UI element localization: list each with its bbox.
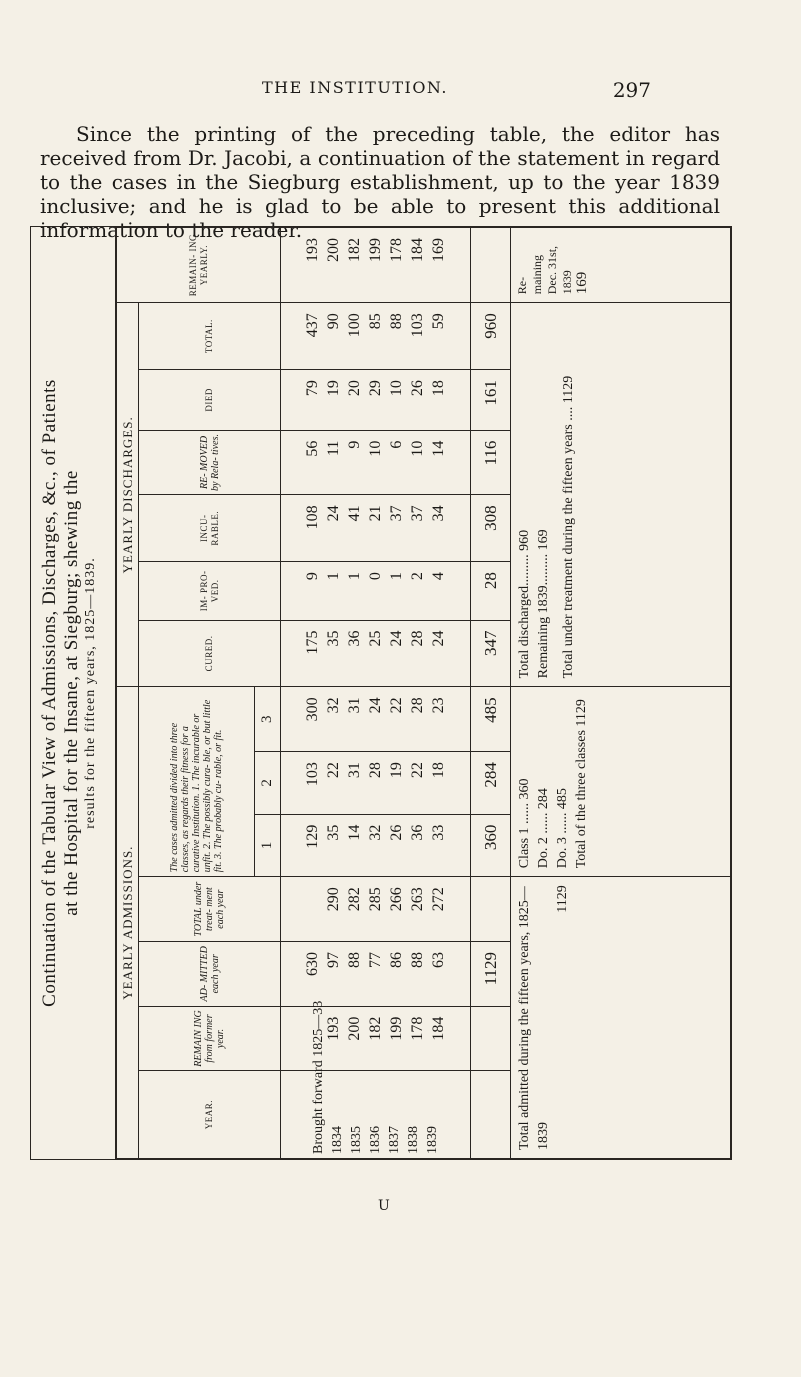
list-item: 31 [346, 762, 363, 779]
list-item: 103 [304, 762, 321, 787]
list-item: 22 [325, 762, 342, 779]
list-item: 85 [367, 313, 384, 330]
summary-discharged: Total discharged......... 960 [517, 529, 532, 679]
list-item: 6 [388, 440, 405, 449]
list-item: 37 [388, 505, 405, 522]
summary-class-1: Class 1 ...... 360 [517, 778, 532, 869]
list-item: 272 [430, 887, 447, 912]
died-header: DIED [139, 370, 281, 431]
summary-remaining-label: Remaining 1839 [536, 585, 551, 679]
list-item: 34 [430, 505, 447, 522]
data-row [281, 228, 471, 1159]
class-3-header: 3 [255, 687, 281, 752]
remaining-list [281, 1006, 471, 1071]
list-item: 41 [346, 505, 363, 522]
total-improved: 28 [471, 562, 511, 620]
list-item: 24 [388, 630, 405, 647]
list-item: 1835 [349, 1126, 364, 1154]
group-header-row [117, 228, 139, 1159]
list-item: 200 [346, 1016, 363, 1041]
list-item: 35 [325, 630, 342, 647]
summary-treatment-value: 1129 [561, 375, 576, 404]
removed-header: RE- MOVED by Rela- tives. [139, 430, 281, 495]
list-item: 178 [409, 1016, 426, 1041]
list-item: 25 [367, 630, 384, 647]
list-item: 20 [346, 380, 363, 397]
discharges-summary [511, 303, 731, 687]
list-item: 282 [346, 887, 363, 912]
admissions-summary [511, 877, 731, 1159]
list-item: 77 [367, 951, 384, 968]
total-treatment-list [281, 877, 471, 942]
intro-text: Since the printing of the preceding table, the editor has received from Dr. Jacobi, a continuation of the statement in regard to the cases in the Siegburg establishment, up to the year 1839 inclusive; and he is glad to be able to present this additional information to the reader. [40, 122, 720, 242]
list-item: 1837 [387, 1126, 402, 1154]
page-header [0, 76, 801, 106]
list-item: 19 [325, 380, 342, 397]
list-item: 24 [325, 505, 342, 522]
list-item: 90 [325, 313, 342, 330]
summary-class-3-label: Do. 3 [555, 837, 570, 869]
summary-remaining: Remaining 1839......... 169 [536, 529, 551, 679]
list-item: 22 [388, 697, 405, 714]
summary-class-1-value: 360 [517, 778, 532, 800]
total-list [281, 303, 471, 370]
summary-class-3-value: 485 [555, 788, 570, 810]
totals-remaining-blank [471, 1006, 511, 1071]
summary-discharged-label: Total discharged [517, 585, 532, 679]
list-item: 290 [325, 887, 342, 912]
summary-discharged-value: 960 [517, 529, 532, 551]
summary-row [511, 228, 731, 1159]
died-list [281, 370, 471, 431]
list-item: 36 [346, 630, 363, 647]
remaining-header: REMAIN ING from former year. [139, 1006, 281, 1071]
removed-list [281, 430, 471, 495]
class-2-list [281, 752, 471, 815]
total-header: TOTAL. [139, 303, 281, 370]
list-item: 86 [388, 951, 405, 968]
table-title-line-2: at the Hospital for the Insane, at Siegburg; shewing the [61, 470, 82, 916]
summary-treatment-label: Total under treatment during the fifteen years [561, 424, 576, 679]
remaining-yearly-list [281, 228, 471, 303]
incurable-list [281, 495, 471, 562]
running-head: THE INSTITUTION. [262, 78, 448, 97]
list-item: 193 [304, 238, 321, 262]
remaining-yearly-header: REMAIN- ING YEARLY. [117, 228, 281, 303]
admitted-header: AD- MITTED each year [139, 941, 281, 1006]
signature-mark: U [378, 1198, 390, 1214]
list-item: 28 [367, 762, 384, 779]
table-title [31, 227, 116, 1159]
list-item: 63 [430, 951, 447, 968]
list-item: 31 [346, 697, 363, 714]
list-item: 1 [388, 572, 405, 581]
list-item: 9 [346, 440, 363, 449]
list-item: 32 [367, 824, 384, 841]
summary-treatment: Total under treatment during the fifteen years .... 1129 [561, 375, 576, 679]
list-item: 9 [304, 572, 321, 581]
list-item: 88 [346, 951, 363, 968]
list-item: 2 [409, 572, 426, 581]
list-item: 88 [409, 951, 426, 968]
list-item: 29 [367, 380, 384, 397]
intro-paragraph [40, 122, 720, 242]
improved-list [281, 562, 471, 620]
list-item: 300 [304, 697, 321, 722]
totals-row [471, 228, 511, 1159]
list-item: 19 [388, 762, 405, 779]
list-item: 182 [346, 238, 363, 262]
column-header-row [139, 228, 255, 1159]
total-incurable: 308 [471, 495, 511, 562]
page-number: 297 [612, 78, 651, 102]
list-item: 56 [304, 440, 321, 457]
list-item: 437 [304, 313, 321, 338]
summary-remaining-final-value: 169 [574, 271, 590, 295]
list-item: 26 [388, 824, 405, 841]
list-item: 88 [388, 313, 405, 330]
list-item: 97 [325, 951, 342, 968]
admissions-group-header: YEARLY ADMISSIONS. [117, 687, 139, 1159]
list-item: 59 [430, 313, 447, 330]
list-item: 33 [430, 824, 447, 841]
totals-year-blank [471, 1071, 511, 1159]
list-item: 175 [304, 630, 321, 655]
list-item: 100 [346, 313, 363, 338]
list-item: 108 [304, 505, 321, 530]
class-2-header: 2 [255, 752, 281, 815]
list-item: 26 [409, 380, 426, 397]
summary-class-2-label: Do. 2 [536, 837, 551, 869]
list-item: 32 [325, 697, 342, 714]
list-item: 36 [409, 824, 426, 841]
list-item: 37 [409, 505, 426, 522]
total-died: 161 [471, 370, 511, 431]
class-3-list [281, 687, 471, 752]
class-1-list [281, 814, 471, 877]
classes-description: The cases admitted divided into three classes, as regards their fitness for a curative Institution. 1. The incurable or unfit. 2. The possibly cura- ble, or but little fit. 3. The probably cu- rable, or fit. [139, 687, 255, 877]
table-title-line-1: Continuation of the Tabular View of Admissions, Discharges, &c., of Patients [39, 379, 60, 1007]
list-item: 24 [367, 697, 384, 714]
list-item: Brought forward 1825—33 [311, 1000, 326, 1154]
list-item: 1839 [425, 1126, 440, 1154]
summary-classes-total [572, 695, 591, 868]
list-item: 266 [388, 887, 405, 912]
list-item: 199 [367, 238, 384, 262]
total-class-1: 360 [471, 814, 511, 877]
rotated-table [30, 226, 732, 1160]
list-item: 0 [367, 572, 384, 581]
list-item: 129 [304, 824, 321, 849]
list-item: 178 [388, 238, 405, 262]
total-admitted: 1129 [471, 941, 511, 1006]
list-item: 4 [430, 572, 447, 581]
list-item: 10 [367, 440, 384, 457]
summary-remaining-final-label: Re- maining Dec. 31st, 1839 [515, 245, 574, 295]
cured-list [281, 620, 471, 687]
cured-header: CURED. [139, 620, 281, 687]
table-title-line-3: results for the fifteen years, 1825—1839. [83, 557, 98, 829]
admitted-list [281, 941, 471, 1006]
incurable-header: INCU- RABLE. [139, 495, 281, 562]
list-item: 10 [409, 440, 426, 457]
totals-remaining-yearly-blank [471, 228, 511, 303]
total-discharged: 960 [471, 303, 511, 370]
list-item: 200 [325, 238, 342, 262]
list-blank [302, 887, 323, 939]
list-item: 169 [430, 238, 447, 262]
improved-header: IM- PRO- VED. [139, 562, 281, 620]
list-item: 21 [367, 505, 384, 522]
total-cured: 347 [471, 620, 511, 687]
year-header: YEAR. [139, 1071, 281, 1159]
list-item: 103 [409, 313, 426, 338]
table-rotation-wrapper [31, 227, 731, 1159]
list-item: 193 [325, 1016, 342, 1041]
list-item: 14 [430, 440, 447, 457]
statistics-table [116, 227, 731, 1159]
summary-class-3: Do. 3 ...... 485 [555, 788, 570, 869]
summary-classes-total-value: 1129 [574, 699, 589, 727]
admissions-summary-value: 1129 [555, 885, 570, 913]
list-item: 35 [325, 824, 342, 841]
list-item: 28 [409, 697, 426, 714]
list-item: 182 [367, 1016, 384, 1041]
list-item: 11 [325, 440, 342, 457]
list-item: 79 [304, 380, 321, 397]
list-item: 18 [430, 762, 447, 779]
class-1-header: 1 [255, 814, 281, 877]
summary-class-2: Do. 2 ...... 284 [536, 788, 551, 869]
list-item: 22 [409, 762, 426, 779]
list-item: 23 [430, 697, 447, 714]
list-item: 18 [430, 380, 447, 397]
total-removed: 116 [471, 430, 511, 495]
list-item: 184 [409, 238, 426, 262]
summary-remaining-value: 169 [536, 529, 551, 551]
classes-summary [511, 687, 731, 877]
totals-treatment-blank [471, 877, 511, 942]
list-item: 263 [409, 887, 426, 912]
list-item: 199 [388, 1016, 405, 1041]
list-item: 1836 [368, 1126, 383, 1154]
list-item: 1838 [406, 1126, 421, 1154]
discharges-group-header: YEARLY DISCHARGES. [117, 303, 139, 687]
total-class-3: 485 [471, 687, 511, 752]
list-item: 24 [430, 630, 447, 647]
total-treatment-header: TOTAL under treat- ment each year [139, 877, 281, 942]
list-item: 285 [367, 887, 384, 912]
list-item: 630 [304, 951, 321, 976]
total-class-2: 284 [471, 752, 511, 815]
summary-class-2-value: 284 [536, 788, 551, 810]
list-item: 184 [430, 1016, 447, 1041]
list-item: 14 [346, 824, 363, 841]
summary-class-1-label: Class 1 [517, 827, 532, 869]
list-item: 28 [409, 630, 426, 647]
summary-classes-total-label: Total of the three classes [574, 730, 589, 869]
list-item: 1 [325, 572, 342, 581]
list-item: 1 [346, 572, 363, 581]
list-item: 10 [388, 380, 405, 397]
list-item: 1834 [330, 1126, 345, 1154]
admissions-summary-label: Total admitted during the fifteen years, 1825—1839 [517, 886, 551, 1150]
remaining-final-summary [511, 228, 731, 303]
